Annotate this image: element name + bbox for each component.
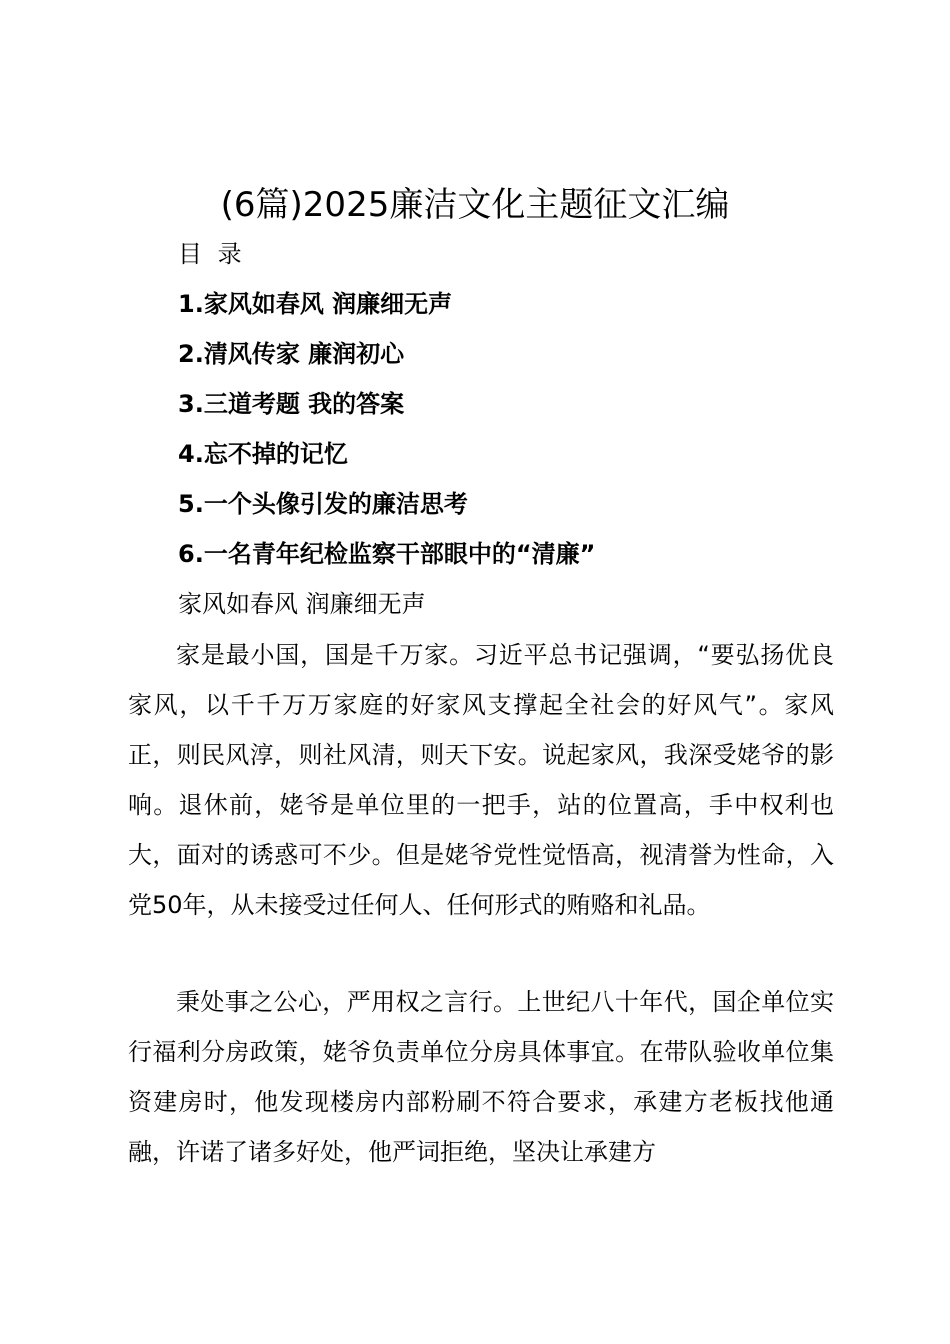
paragraph-2: 秉处事之公心，严用权之言行。上世纪八十年代，国企单位实行福利分房政策，姥爷负责单位分房具体事宜。在带队验收单位集资建房时，他发现楼房内部粉刷不符合要求，承建方老板找他通融，许诺了诸多好处，他严词拒绝，坚决让承建方 xyxy=(128,988,834,1166)
toc-item-5: 5.一个头像引发的廉洁思考 xyxy=(178,490,468,518)
toc-item-1: 1.家风如春风 润廉细无声 xyxy=(178,290,453,318)
toc-item-6: 6.一名青年纪检监察干部眼中的“清廉” xyxy=(178,540,596,568)
section-title: 家风如春风 润廉细无声 xyxy=(178,590,426,618)
paragraph-1: 家是最小国，国是千万家。习近平总书记强调，“要弘扬优良家风，以千千万万家庭的好家风支撑起全社会的好风气”。家风正，则民风淳，则社风清，则天下安。说起家风，我深受姥爷的影响。退休前，姥爷是单位里的一把手，站的位置高，手中权利也大，面对的诱惑可不少。但是姥爷党性觉悟高，视清誉为性命，入党50年，从未接受过任何人、任何形式的贿赂和礼品。 xyxy=(128,641,834,919)
toc-item-2: 2.清风传家 廉润初心 xyxy=(178,340,405,368)
document-title: (6篇)2025廉洁文化主题征文汇编 xyxy=(220,185,730,225)
toc-item-3: 3.三道考题 我的答案 xyxy=(178,390,405,418)
toc-heading: 目 录 xyxy=(178,240,246,268)
toc-item-4: 4.忘不掉的记忆 xyxy=(178,440,348,468)
table-of-contents xyxy=(178,286,595,586)
paragraph-1-container xyxy=(128,630,834,930)
paragraph-2-container xyxy=(128,977,834,1177)
